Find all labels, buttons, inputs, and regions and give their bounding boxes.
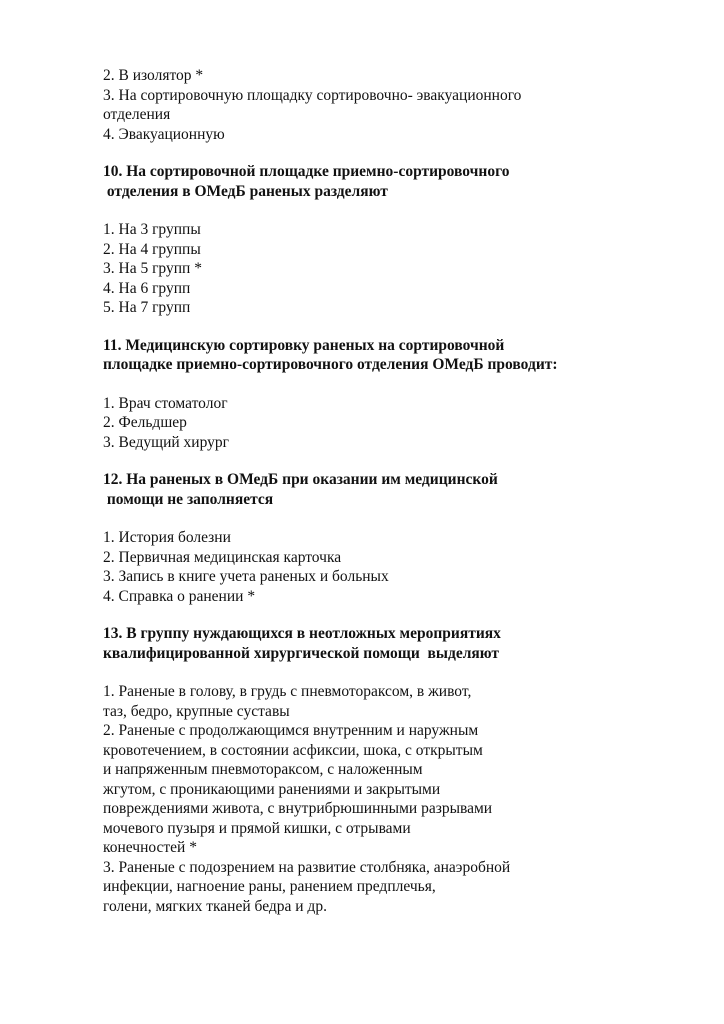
document-page bbox=[103, 66, 703, 916]
answer-option-continued: таз, бедро, крупные суставы bbox=[103, 702, 290, 720]
answer-option: 1. Раненые в голову, в грудь с пневмотораксом, в живот, bbox=[103, 683, 472, 700]
answer-option: 3. На сортировочную площадку сортировочно- эвакуационного bbox=[103, 86, 522, 104]
answer-option: 2. Первичная медицинская карточка bbox=[103, 548, 342, 566]
question-title: отделения в ОМедБ раненых разделяют bbox=[103, 182, 388, 200]
answer-option: 3. Ведущий хирург bbox=[103, 433, 229, 451]
question-12 bbox=[103, 470, 703, 606]
answer-option: 3. На 5 групп * bbox=[103, 260, 202, 277]
question-10 bbox=[103, 162, 703, 318]
answer-option: 1. Врач стоматолог bbox=[103, 394, 228, 412]
answer-option: 4. На 6 групп bbox=[103, 279, 191, 297]
previous-question-answers bbox=[103, 66, 703, 144]
answer-option: 1. История болезни bbox=[103, 529, 231, 546]
answer-option-continued: повреждениями живота, с внутрибрюшинными разрывами bbox=[103, 800, 493, 817]
answer-option: 1. На 3 группы bbox=[103, 221, 201, 238]
question-title: 10. На сортировочной площадке приемно-сортировочного bbox=[103, 163, 510, 180]
answer-option: 2. На 4 группы bbox=[103, 240, 201, 258]
answer-option: 2. Раненые с продолжающимся внутренним и наружным bbox=[103, 722, 479, 739]
answer-option-continued: кровотечением, в состоянии асфиксии, шока, с открытым bbox=[103, 741, 483, 759]
answer-option: 3. Запись в книге учета раненых и больных bbox=[103, 568, 389, 585]
answer-option: 5. На 7 групп bbox=[103, 299, 191, 316]
answer-option: 4. Справка о ранении * bbox=[103, 587, 256, 605]
answer-option: 4. Эвакуационную bbox=[103, 125, 225, 143]
answer-option-continued: жгутом, с проникающими ранениями и закрытыми bbox=[103, 780, 441, 798]
question-13 bbox=[103, 624, 703, 916]
question-title: помощи не заполняется bbox=[103, 490, 274, 508]
answer-option-continued: голени, мягких тканей бедра и др. bbox=[103, 897, 327, 915]
answer-option: 3. Раненые с подозрением на развитие столбняка, анаэробной bbox=[103, 858, 511, 876]
question-title: 11. Медицинскую сортировку раненых на сортировочной bbox=[103, 336, 505, 354]
answer-option: 2. В изолятор * bbox=[103, 67, 204, 84]
question-title: квалифицированной хирургической помощи выделяют bbox=[103, 644, 500, 662]
answer-option-continued: отделения bbox=[103, 106, 171, 123]
question-title: 13. В группу нуждающихся в неотложных мероприятиях bbox=[103, 625, 501, 642]
answer-option-continued: инфекции, нагноение раны, ранением предплечья, bbox=[103, 878, 436, 895]
answer-option: 2. Фельдшер bbox=[103, 414, 187, 431]
question-title: 12. На раненых в ОМедБ при оказании им медицинской bbox=[103, 471, 498, 488]
answer-option-continued: мочевого пузыря и прямой кишки, с отрывами bbox=[103, 819, 411, 837]
question-11 bbox=[103, 336, 703, 453]
answer-option-continued: и напряженным пневмотораксом, с наложенным bbox=[103, 761, 423, 778]
answer-option-continued: конечностей * bbox=[103, 839, 197, 856]
question-title: площадке приемно-сортировочного отделения ОМедБ проводит: bbox=[103, 356, 558, 373]
